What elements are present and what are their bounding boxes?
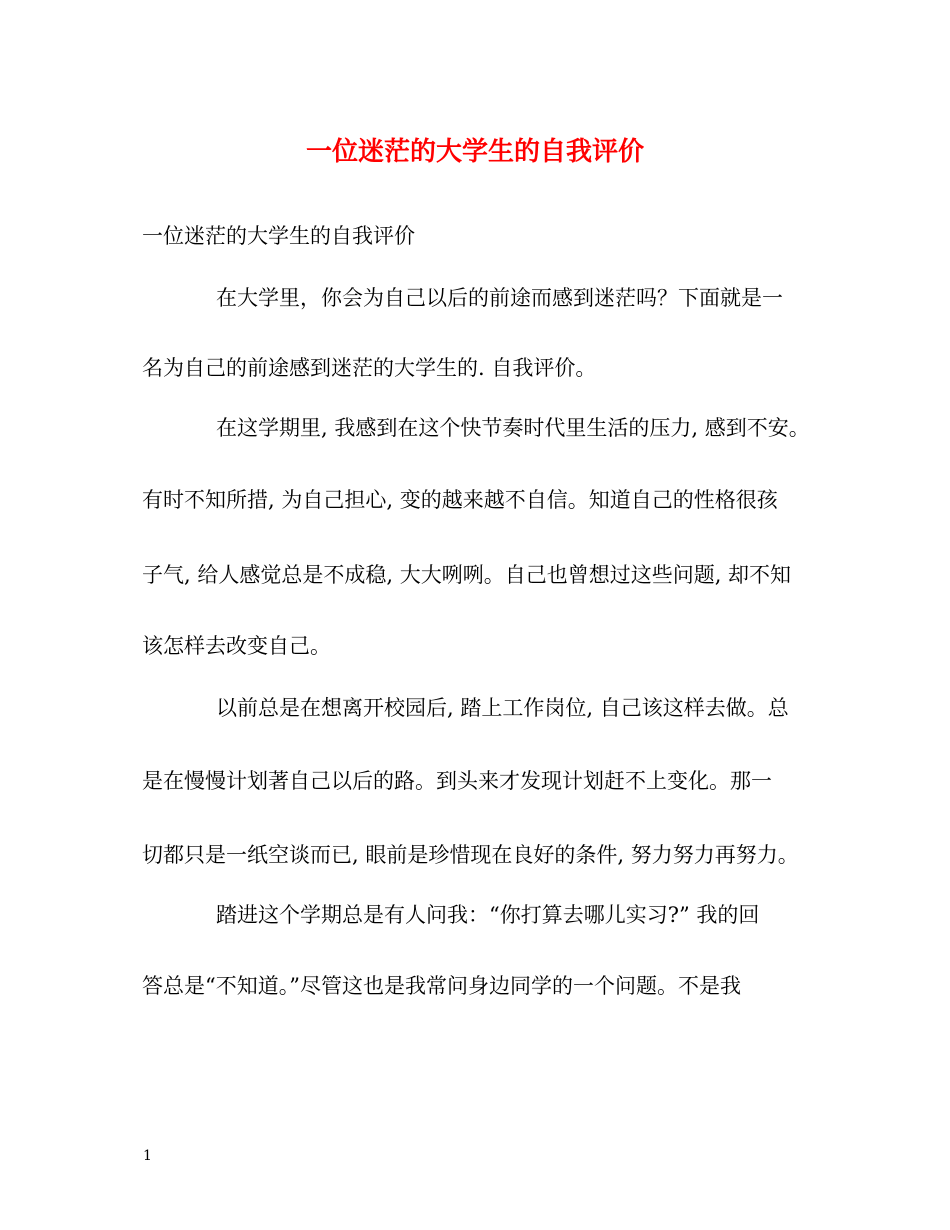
document-title: 一位迷茫的大学生的自我评价 xyxy=(305,137,644,167)
paragraph-line: 踏进这个学期总是有人问我：“你打算去哪儿实习?” 我的回 xyxy=(216,903,760,927)
page-number: 1 xyxy=(143,1148,152,1164)
paragraph-line: 切都只是一纸空谈而已, 眼前是珍惜现在良好的条件, 努力努力再努力。 xyxy=(142,843,799,867)
paragraph-line: 以前总是在想离开校园后, 踏上工作岗位, 自己该这样去做。总 xyxy=(216,696,789,720)
paragraph-line: 在这学期里, 我感到在这个快节奏时代里生活的压力, 感到不安。 xyxy=(216,416,810,440)
paragraph-line: 名为自己的前途感到迷茫的大学生的. 自我评价。 xyxy=(142,356,597,380)
document-subtitle: 一位迷茫的大学生的自我评价 xyxy=(142,224,415,248)
paragraph-line: 该怎样去改变自己。 xyxy=(142,634,331,658)
paragraph-line: 子气, 给人感觉总是不成稳, 大大咧咧。自己也曾想过这些问题, 却不知 xyxy=(142,563,792,587)
paragraph-line: 在大学里，你会为自己以后的前途而感到迷茫吗？下面就是一 xyxy=(216,286,783,310)
paragraph-line: 有时不知所措, 为自己担心, 变的越来越不自信。知道自己的性格很孩 xyxy=(142,488,778,512)
paragraph-line: 是在慢慢计划著自己以后的路。到头来才发现计划赶不上变化。那一 xyxy=(142,769,772,793)
paragraph-line: 答总是“不知道。”尽管这也是我常问身边同学的一个问题。不是我 xyxy=(142,974,741,998)
